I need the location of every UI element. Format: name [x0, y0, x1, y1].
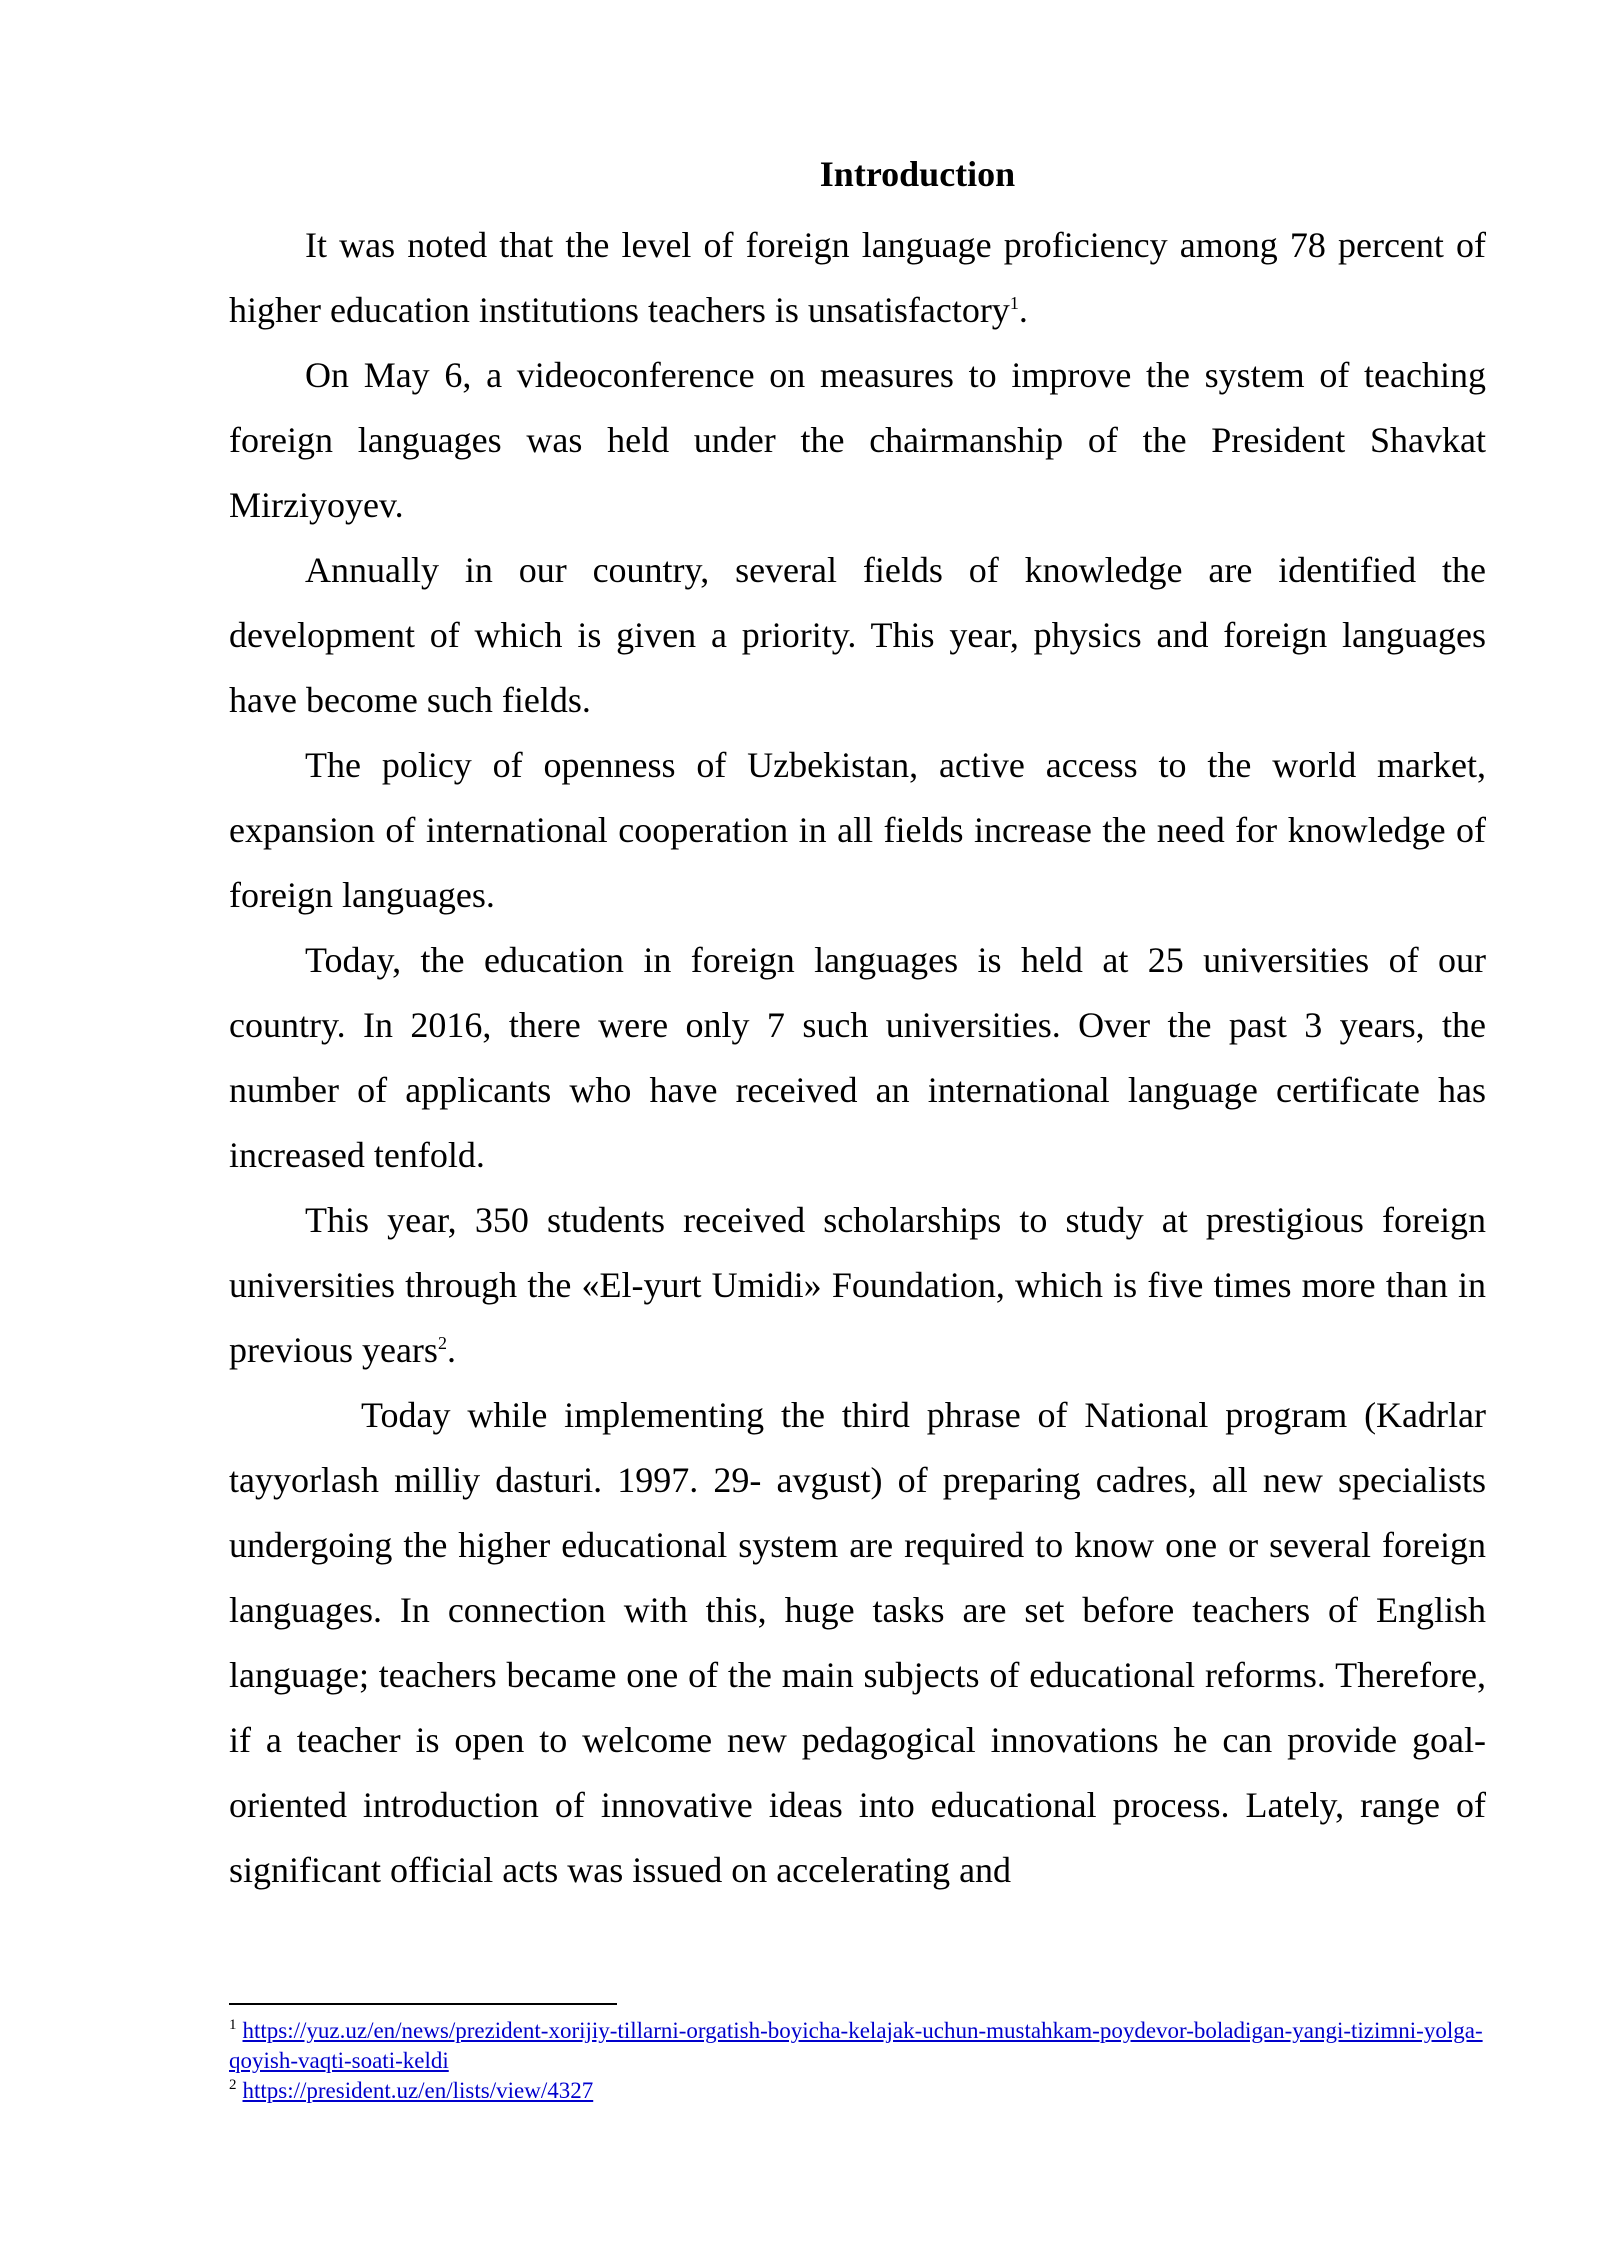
- paragraph-7: Today while implementing the third phrase of National program (Kadrlar tayyorlash milliy dasturi. 1997. 29- avgust) of preparing cadres, all new specialists undergoing the higher educational system are required to know one or several foreign languages. In connection with this, huge tasks are set before teachers of English language; teachers became one of the main subjects of educational reforms. Therefore, if a teacher is open to welcome new pedagogical innovations he can provide goal-oriented introduction of innovative ideas into educational process. Lately, range of significant official acts was issued on accelerating and: [229, 1395, 1486, 1890]
- paragraph-4: The policy of openness of Uzbekistan, active access to the world market, expansion of international cooperation in all fields increase the need for knowledge of foreign languages.: [229, 745, 1486, 915]
- paragraph-5: Today, the education in foreign languages is held at 25 universities of our country. In 2016, there were only 7 such universities. Over the past 3 years, the number of applicants who have received an international language certificate has increased tenfold.: [229, 940, 1486, 1175]
- page-title: Introduction: [819, 154, 1016, 194]
- footnote-ref-1[interactable]: 1: [1009, 293, 1019, 313]
- footnote-number: 2: [229, 2077, 237, 2094]
- paragraph-text: This year, 350 students received scholarships to study at prestigious foreign universities through the «El-yurt Umidi» Foundation, which is five times more than in previous years: [229, 1200, 1486, 1370]
- document-body: [229, 147, 1486, 1903]
- paragraph-3: Annually in our country, several fields of knowledge are identified the development of which is given a priority. This year, physics and foreign languages have become such fields.: [229, 550, 1486, 720]
- footnote-2: [229, 2076, 1486, 2106]
- footnotes: [229, 2016, 1486, 2106]
- footnote-number: 1: [229, 2017, 237, 2034]
- paragraph-2: On May 6, a videoconference on measures to improve the system of teaching foreign languages was held under the chairmanship of the President Shavkat Mirziyoyev.: [229, 355, 1486, 525]
- footnote-1: [229, 2016, 1486, 2076]
- footnote-separator: [229, 2003, 617, 2005]
- paragraph-6: [229, 1188, 1486, 1383]
- paragraph-tail: .: [446, 1330, 456, 1370]
- paragraph-tail: .: [1018, 290, 1028, 330]
- paragraph-1: [229, 213, 1486, 343]
- footnote-ref-2[interactable]: 2: [437, 1333, 447, 1353]
- footnote-link[interactable]: https://president.uz/en/lists/view/4327: [242, 2078, 594, 2103]
- paragraph-text: It was noted that the level of foreign language proficiency among 78 percent of higher education institutions teachers is unsatisfactory: [229, 225, 1486, 330]
- footnote-link[interactable]: https://yuz.uz/en/news/prezident-xorijiy-tillarni-orgatish-boyicha-kelajak-uchun-mustahkam-poydevor-boladigan-yangi-tizimni-yolga-qoyish-vaqti-soati-keldi: [229, 2018, 1483, 2073]
